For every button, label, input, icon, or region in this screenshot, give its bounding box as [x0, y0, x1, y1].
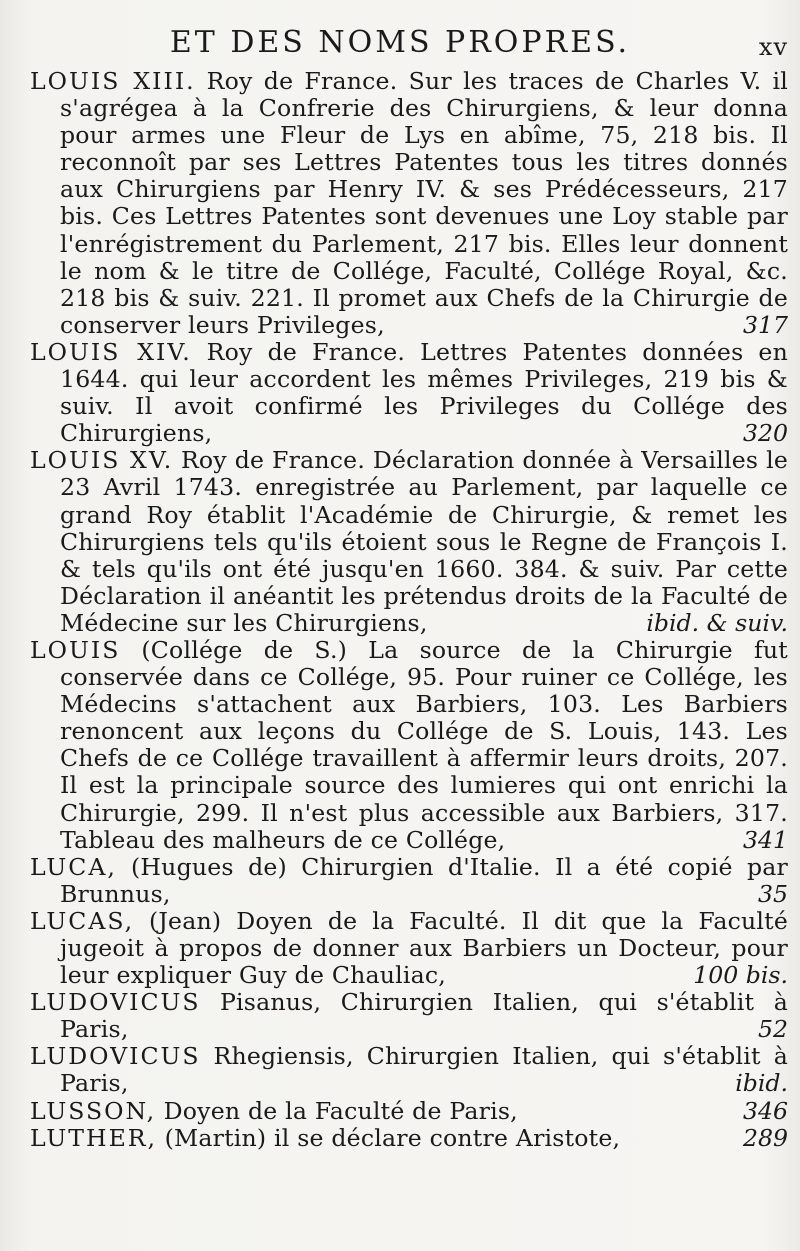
entry-headword: LUTHER, [30, 1123, 158, 1152]
entry-text: Roy de France. Sur les traces de Charles V. il s'agrégea à la Confrerie des Chirurgiens, & leur donna pour armes une Fleur de Lys en abîme, 75, 218 bis. Il reconnoît par ses Lettres Patentes tous les titres donnés aux Chirurgiens par Henry IV. & ses Prédécesseurs, 217 bis. Ces Lettres Patentes sont devenues une Loy stable par l'enrégistrement du Parlement, 217 bis. Elles leur donnent le nom & le titre de Collége, Faculté, Collége Royal, &c. 218 bis & suiv. 221. Il promet aux Chefs de la Chirurgie de conserver leurs Privileges, [60, 67, 789, 339]
entry-page-ref: 100 bis. [693, 961, 788, 990]
entry-headword: LOUIS XV. [30, 446, 174, 475]
index-entry [30, 1043, 788, 1097]
entry-headword: LOUIS XIII. [30, 67, 196, 95]
entry-page-ref: ibid. & suiv. [646, 608, 788, 637]
entry-text: Roy de France. Déclaration donnée à Versailles le 23 Avril 1743. enregistrée au Parlement, par laquelle ce grand Roy établit l'Académie de Chirurgie, & remet les Chirurgiens tels qu'ils étoient sous le Regne de François I. & tels qu'ils ont été jusqu'en 1660. 384. & suiv. Par cette Déclaration il anéantit les prétendus droits de la Faculté de Médecine sur les Chirurgiens, [60, 446, 789, 637]
entry-headword: LUCA, [30, 852, 117, 881]
index-entry [30, 1125, 788, 1152]
entry-page-ref: 289 [742, 1123, 788, 1152]
entry-page-ref: ibid. [735, 1069, 788, 1098]
entry-headword: LOUIS XIV. [30, 337, 192, 366]
entry-headword: LUDOVICUS [30, 988, 201, 1017]
page-number: xv [758, 33, 788, 61]
entry-headword: LOUIS [30, 635, 121, 664]
entry-headword: LUDOVICUS [30, 1042, 201, 1071]
index-entry [30, 1098, 788, 1125]
index-entry [30, 908, 788, 989]
index-entry [30, 989, 788, 1043]
entry-page-ref: 341 [742, 825, 788, 854]
entry-text: (Martin) il se déclare contre Aristote, [164, 1123, 621, 1152]
entry-text: Doyen de la Faculté de Paris, [163, 1096, 518, 1125]
index-entry [30, 637, 788, 854]
running-header [0, 25, 800, 68]
entry-text: (Hugues de) Chirurgien d'Italie. Il a été copié par Brunnus, [60, 852, 789, 908]
entry-text: Rhegiensis, Chirurgien Italien, qui s'établit à Paris, [60, 1042, 789, 1098]
entry-text: Roy de France. Lettres Patentes données en 1644. qui leur accordent les mêmes Privileges, 219 bis & suiv. Il avoit confirmé les Privileges du Collége des Chirurgiens, [60, 337, 788, 448]
entry-text: Pisanus, Chirurgien Italien, qui s'établit à Paris, [60, 988, 789, 1044]
entry-text: (Collége de S.) La source de la Chirurgie fut conservée dans ce Collége, 95. Pour ruiner ce Collége, les Médecins s'attachent aux Barbiers, 103. Les Barbiers renoncent aux leçons du Collége de S. Louis, 143. Les Chefs de ce Collége travaillent à affermir leurs droits, 207. Il est la principale source des lumieres qui ont enrichi la Chirurgie, 299. Il n'est plus accessible aux Barbiers, 317. Tableau des malheurs de ce Collége, [60, 635, 788, 854]
entry-page-ref: 317 [742, 310, 788, 339]
entry-page-ref: 346 [742, 1096, 788, 1125]
entry-headword: LUCAS, [30, 906, 135, 935]
entry-text: (Jean) Doyen de la Faculté. Il dit que la Faculté jugeoit à propos de donner aux Barbiers un Docteur, pour leur expliquer Guy de Chauliac, [60, 906, 789, 990]
index-entry [30, 68, 788, 339]
index-entry [30, 854, 788, 908]
entry-page-ref: 320 [742, 419, 788, 448]
entry-headword: LUSSON, [30, 1096, 157, 1125]
index-entries [0, 68, 800, 1152]
running-title: ET DES NOMS PROPRES. [169, 25, 631, 60]
index-entry [30, 447, 788, 637]
index-entry [30, 339, 788, 447]
